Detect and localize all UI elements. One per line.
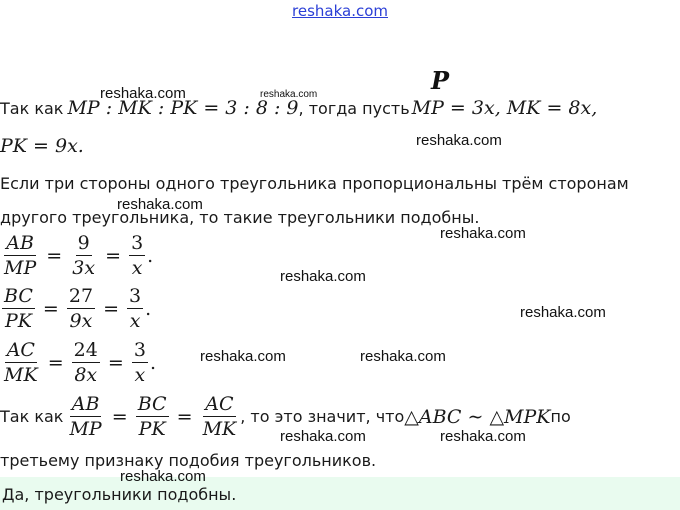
- text: по: [550, 407, 571, 426]
- denominator: x: [131, 257, 143, 279]
- denominator: MP: [69, 418, 102, 440]
- numerator: 9: [77, 232, 90, 254]
- text: , то это значит, что: [240, 407, 405, 426]
- ratio-equation-2: $\frac{BC}{PK}$ = $\frac{27}{9x}$ = $\frac{3}{x}$ .: [4, 285, 152, 332]
- numerator: 3: [129, 285, 142, 307]
- denominator: PK: [4, 310, 32, 332]
- watermark: reshaka.com: [440, 225, 526, 242]
- denominator: x: [134, 364, 146, 386]
- numerator: 3: [131, 232, 144, 254]
- text: , тогда пусть: [298, 98, 410, 118]
- assign-line-2: [0, 135, 84, 157]
- text: Так как: [0, 407, 64, 426]
- watermark: reshaka.com: [280, 268, 366, 285]
- ratio-equation-3: $\frac{AC}{MK}$ = $\frac{24}{8x}$ = $\frac{3}{x}$ .: [4, 339, 156, 386]
- denominator: MK: [202, 418, 237, 440]
- watermark: reshaka.com: [117, 196, 203, 213]
- assign-formula: PK = 9x.: [0, 135, 84, 157]
- ratio-formula: MP : MK : PK = 3 : 8 : 9: [67, 97, 299, 119]
- watermark: reshaka.com: [280, 428, 366, 445]
- site-link[interactable]: reshaka.com: [292, 2, 388, 20]
- numerator: AC: [6, 339, 35, 361]
- theorem-line-2: другого треугольника, то такие треугольники подобны.: [0, 208, 480, 227]
- watermark: reshaka.com: [100, 85, 186, 102]
- similarity-formula: △ABC ∼ △MPK: [404, 405, 551, 428]
- conclusion-line-2: третьему признаку подобия треугольников.: [0, 451, 377, 470]
- denominator: 8x: [74, 364, 98, 386]
- text: Так как: [0, 98, 64, 118]
- given-ratio-line: [0, 97, 597, 119]
- watermark: reshaka.com: [440, 428, 526, 445]
- watermark: reshaka.com: [360, 348, 446, 365]
- numerator: AC: [205, 393, 234, 415]
- watermark: reshaka.com: [416, 132, 502, 149]
- numerator: BC: [4, 285, 33, 307]
- ratio-equation-1: $\frac{AB}{MP}$ = $\frac{9}{3x}$ = $\frac{3}{x}$ .: [4, 232, 154, 279]
- numerator: AB: [6, 232, 34, 254]
- assign-formula: MP = 3x, MK = 8x,: [411, 97, 598, 119]
- watermark: reshaka.com: [120, 468, 206, 485]
- watermark: reshaka.com: [520, 304, 606, 321]
- answer-text: Да, треугольники подобны.: [2, 485, 237, 504]
- theorem-line-1: Если три стороны одного треугольника пропорциональны трём сторонам: [0, 174, 629, 193]
- numerator: AB: [71, 393, 100, 415]
- denominator: PK: [138, 418, 166, 440]
- watermark: reshaka.com: [260, 89, 318, 100]
- denominator: x: [129, 310, 141, 332]
- conclusion-line-1: Так как $\frac{AB}{MP}$ = $\frac{BC}{PK}$ = $\frac{AC}{MK}$ , то это значит, что △ABC ∼ △MPK по: [0, 393, 571, 440]
- numerator: 24: [73, 339, 98, 361]
- denominator: 3x: [72, 257, 96, 279]
- denominator: MK: [4, 364, 38, 386]
- figure-label: P: [431, 66, 450, 95]
- answer-box: [0, 477, 680, 510]
- numerator: 3: [133, 339, 146, 361]
- denominator: MP: [4, 257, 37, 279]
- numerator: 27: [68, 285, 94, 307]
- watermark: reshaka.com: [200, 348, 286, 365]
- denominator: 9x: [69, 310, 93, 332]
- numerator: BC: [137, 393, 167, 415]
